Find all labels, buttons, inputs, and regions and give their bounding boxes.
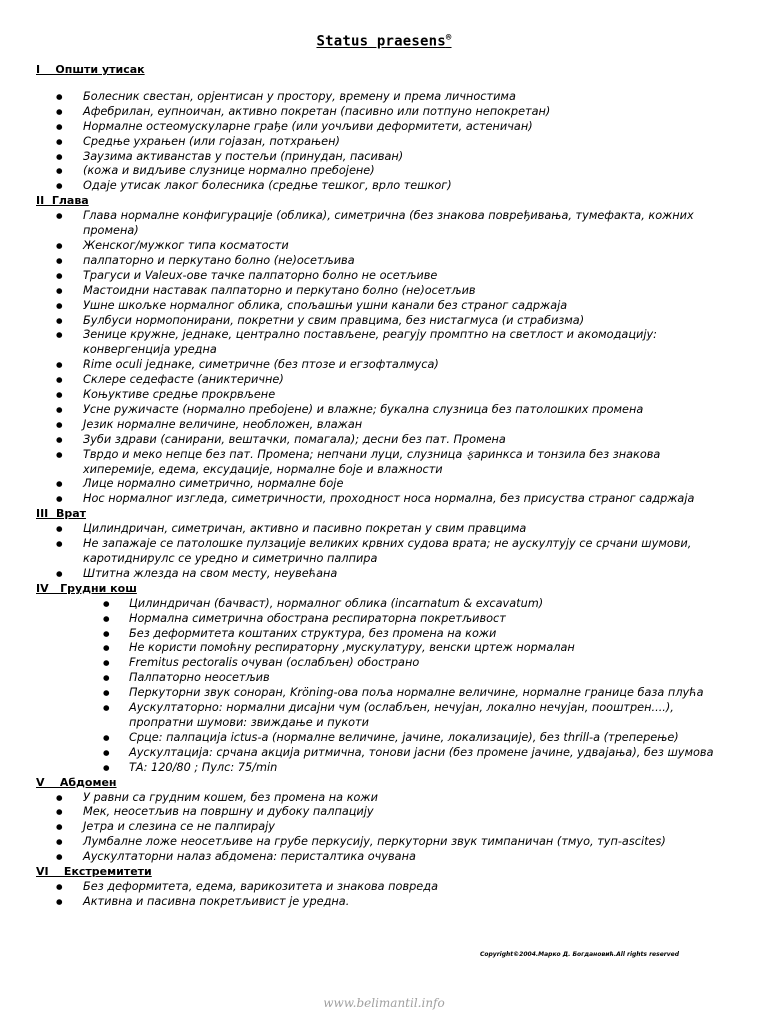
list-item: ● Склере седефасте (аниктеричне) — [36, 373, 726, 388]
list-item: ● Афебрилан, еупноичан, активно покретан (пасивно или потпуно непокретан) — [36, 105, 726, 120]
list-item: ● Јетра и слезина се не палпирају — [36, 820, 726, 835]
list-item: ● Ушне шкољке нормалног облика, спољашњи ушни канали без страног садржаја — [36, 299, 726, 314]
list-item: ● Тврдо и меко непце без пат. Промена; непчани луци, слузница ફаринкса и тонзила без знакова хиперемије, едема, ексудације, нормалне боје и влажности — [36, 448, 726, 478]
list-item: ● У равни са грудним кошем, без промена на кожи — [36, 791, 726, 806]
list-item: ● Аускултација: срчана акција ритмична, тонови јасни (без промене јачине, удвајања), без шумова — [36, 746, 726, 761]
list-item: ● Аускултаторни налаз абдомена: перисталтика очувана — [36, 850, 726, 865]
list-item: ● Зуби здрави (санирани, вештачки, помагала); десни без пат. Промена — [36, 433, 726, 448]
section-list — [36, 597, 726, 776]
list-item: ● Палпаторно неосетљив — [36, 671, 726, 686]
list-item: ● Мек, неосетљив на површну и дубоку палпацију — [36, 805, 726, 820]
list-item: ● Женског/мужког типа косматости — [36, 239, 726, 254]
list-item: ● Без деформитета коштаних структура, без промена на кожи — [36, 627, 726, 642]
list-item: ● Зенице кружне, једнаке, централно постављене, реагују промптно на светлост и акомодацију: конвергенција уредна — [36, 328, 726, 358]
document-body — [36, 63, 726, 910]
list-item: ● ТА: 120/80 ; Пулс: 75/min — [36, 761, 726, 776]
copyright-notice: Copyright©2004.Марко Д. Богдановић.All rights reserved — [479, 951, 679, 958]
list-item: ● Без деформитета, едема, варикозитета и знакова повреда — [36, 880, 726, 895]
list-item: ● Rime oculi једнаке, симетричне (без птозе и егзофталмуса) — [36, 358, 726, 373]
list-item: ● Болесник свестан, орјентисан у простору, времену и према личностима — [36, 90, 726, 105]
list-item: ● Средње ухрањен (или гојазан, потхрањен) — [36, 135, 726, 150]
section-list — [36, 791, 726, 866]
list-item: ● Цилиндричан (бачваст), нормалног облика (incarnatum & excavatum) — [36, 597, 726, 612]
section-heading: V Абдомен — [36, 775, 117, 789]
list-item: ● Нормална симетрична обострана респираторна покретљивост — [36, 612, 726, 627]
registered-mark: ® — [445, 33, 452, 43]
list-item: ● Нормалне остеомускуларне грађе (или уочљиви деформитети, астеничан) — [36, 120, 726, 135]
section-heading: III Врат — [36, 507, 86, 521]
list-item: ● Усне ружичасте (нормално пребојене) и влажне; букална слузница без патолошких промена — [36, 403, 726, 418]
list-item: ● Перкуторни звук соноран, Kröning-ова поља нормалне величине, нормалне границе база плућа — [36, 686, 726, 701]
section-list — [36, 90, 726, 194]
list-item: ● Булбуси нормопонирани, покретни у свим правцима, без нистагмуса (и страбизма) — [36, 314, 726, 329]
section-heading: IV Грудни кош — [36, 581, 137, 595]
list-item: ● Срце: палпација ictus-а (нормалне величине, јачине, локализације), без thrill-а (треперење) — [36, 731, 726, 746]
list-item: ● Нос нормалног изгледа, симетричности, проходност носа нормална, без присуства страног садржаја — [36, 492, 726, 507]
list-item: ● палпаторно и перкутано болно (не)осетљива — [36, 254, 726, 269]
section-list — [36, 522, 726, 582]
section-list — [36, 209, 726, 507]
list-item: ● Лице нормално симетрично, нормалне боје — [36, 477, 726, 492]
list-item: ● Fremitus pectoralis очуван (ослабљен) обострано — [36, 656, 726, 671]
list-item: ● Штитна жлезда на свом месту, неувећана — [36, 567, 726, 582]
list-item: ● Трагуси и Valeux-ове тачке палпаторно болно не осетљиве — [36, 269, 726, 284]
list-item: ● Глава нормалне конфигурације (облика), симетрична (без знакова повређивања, тумефакта, кожних промена) — [36, 209, 726, 239]
section-heading: VI Екстремитети — [36, 865, 152, 879]
section-heading: I Општи утисак — [36, 63, 145, 76]
section-list — [36, 880, 726, 910]
title-text: Status praesens — [316, 33, 446, 50]
list-item: ● Коњуктиве средње прокрвљене — [36, 388, 726, 403]
section-heading: II Глава — [36, 194, 89, 208]
watermark-url: www.belimantil.info — [323, 996, 445, 1010]
document-title — [0, 33, 768, 50]
list-item: ● Лумбалне ложе неосетљиве на грубе перкусију, перкуторни звук тимпаничан (тмуо, туп-ascites) — [36, 835, 726, 850]
list-item: ● Заузима активанстав у постељи (принудан, пасиван) — [36, 150, 726, 165]
list-item: ● Не запажаје се патолошке пулзације великих крвних судова врата; не аускултују се срчани шумови, каротидниpулс се уредно и симетрично палпира — [36, 537, 726, 567]
list-item: ● Одаје утисак лаког болесника (средње тешког, врло тешког) — [36, 179, 726, 194]
list-item: ● Аускултаторно: нормални дисајни чум (ослабљен, нечујан, локално нечујан, пооштрен....), пропратни шумови: звиждање и пукоти — [36, 701, 726, 731]
list-item: ● Не користи помоћну респираторну ,мускулатуру, венски цртеж нормалан — [36, 641, 726, 656]
list-item: ● (кожа и видљиве слузнице нормално пребојене) — [36, 164, 726, 179]
list-item: ● Активна и пасивна покретљивист је уредна. — [36, 895, 726, 910]
list-item: ● Језик нормалне величине, необложен, влажан — [36, 418, 726, 433]
list-item: ● Цилиндричан, симетричан, активно и пасивно покретан у свим правцима — [36, 522, 726, 537]
list-item: ● Мастоидни наставак палпаторно и перкутано болно (не)осетљив — [36, 284, 726, 299]
